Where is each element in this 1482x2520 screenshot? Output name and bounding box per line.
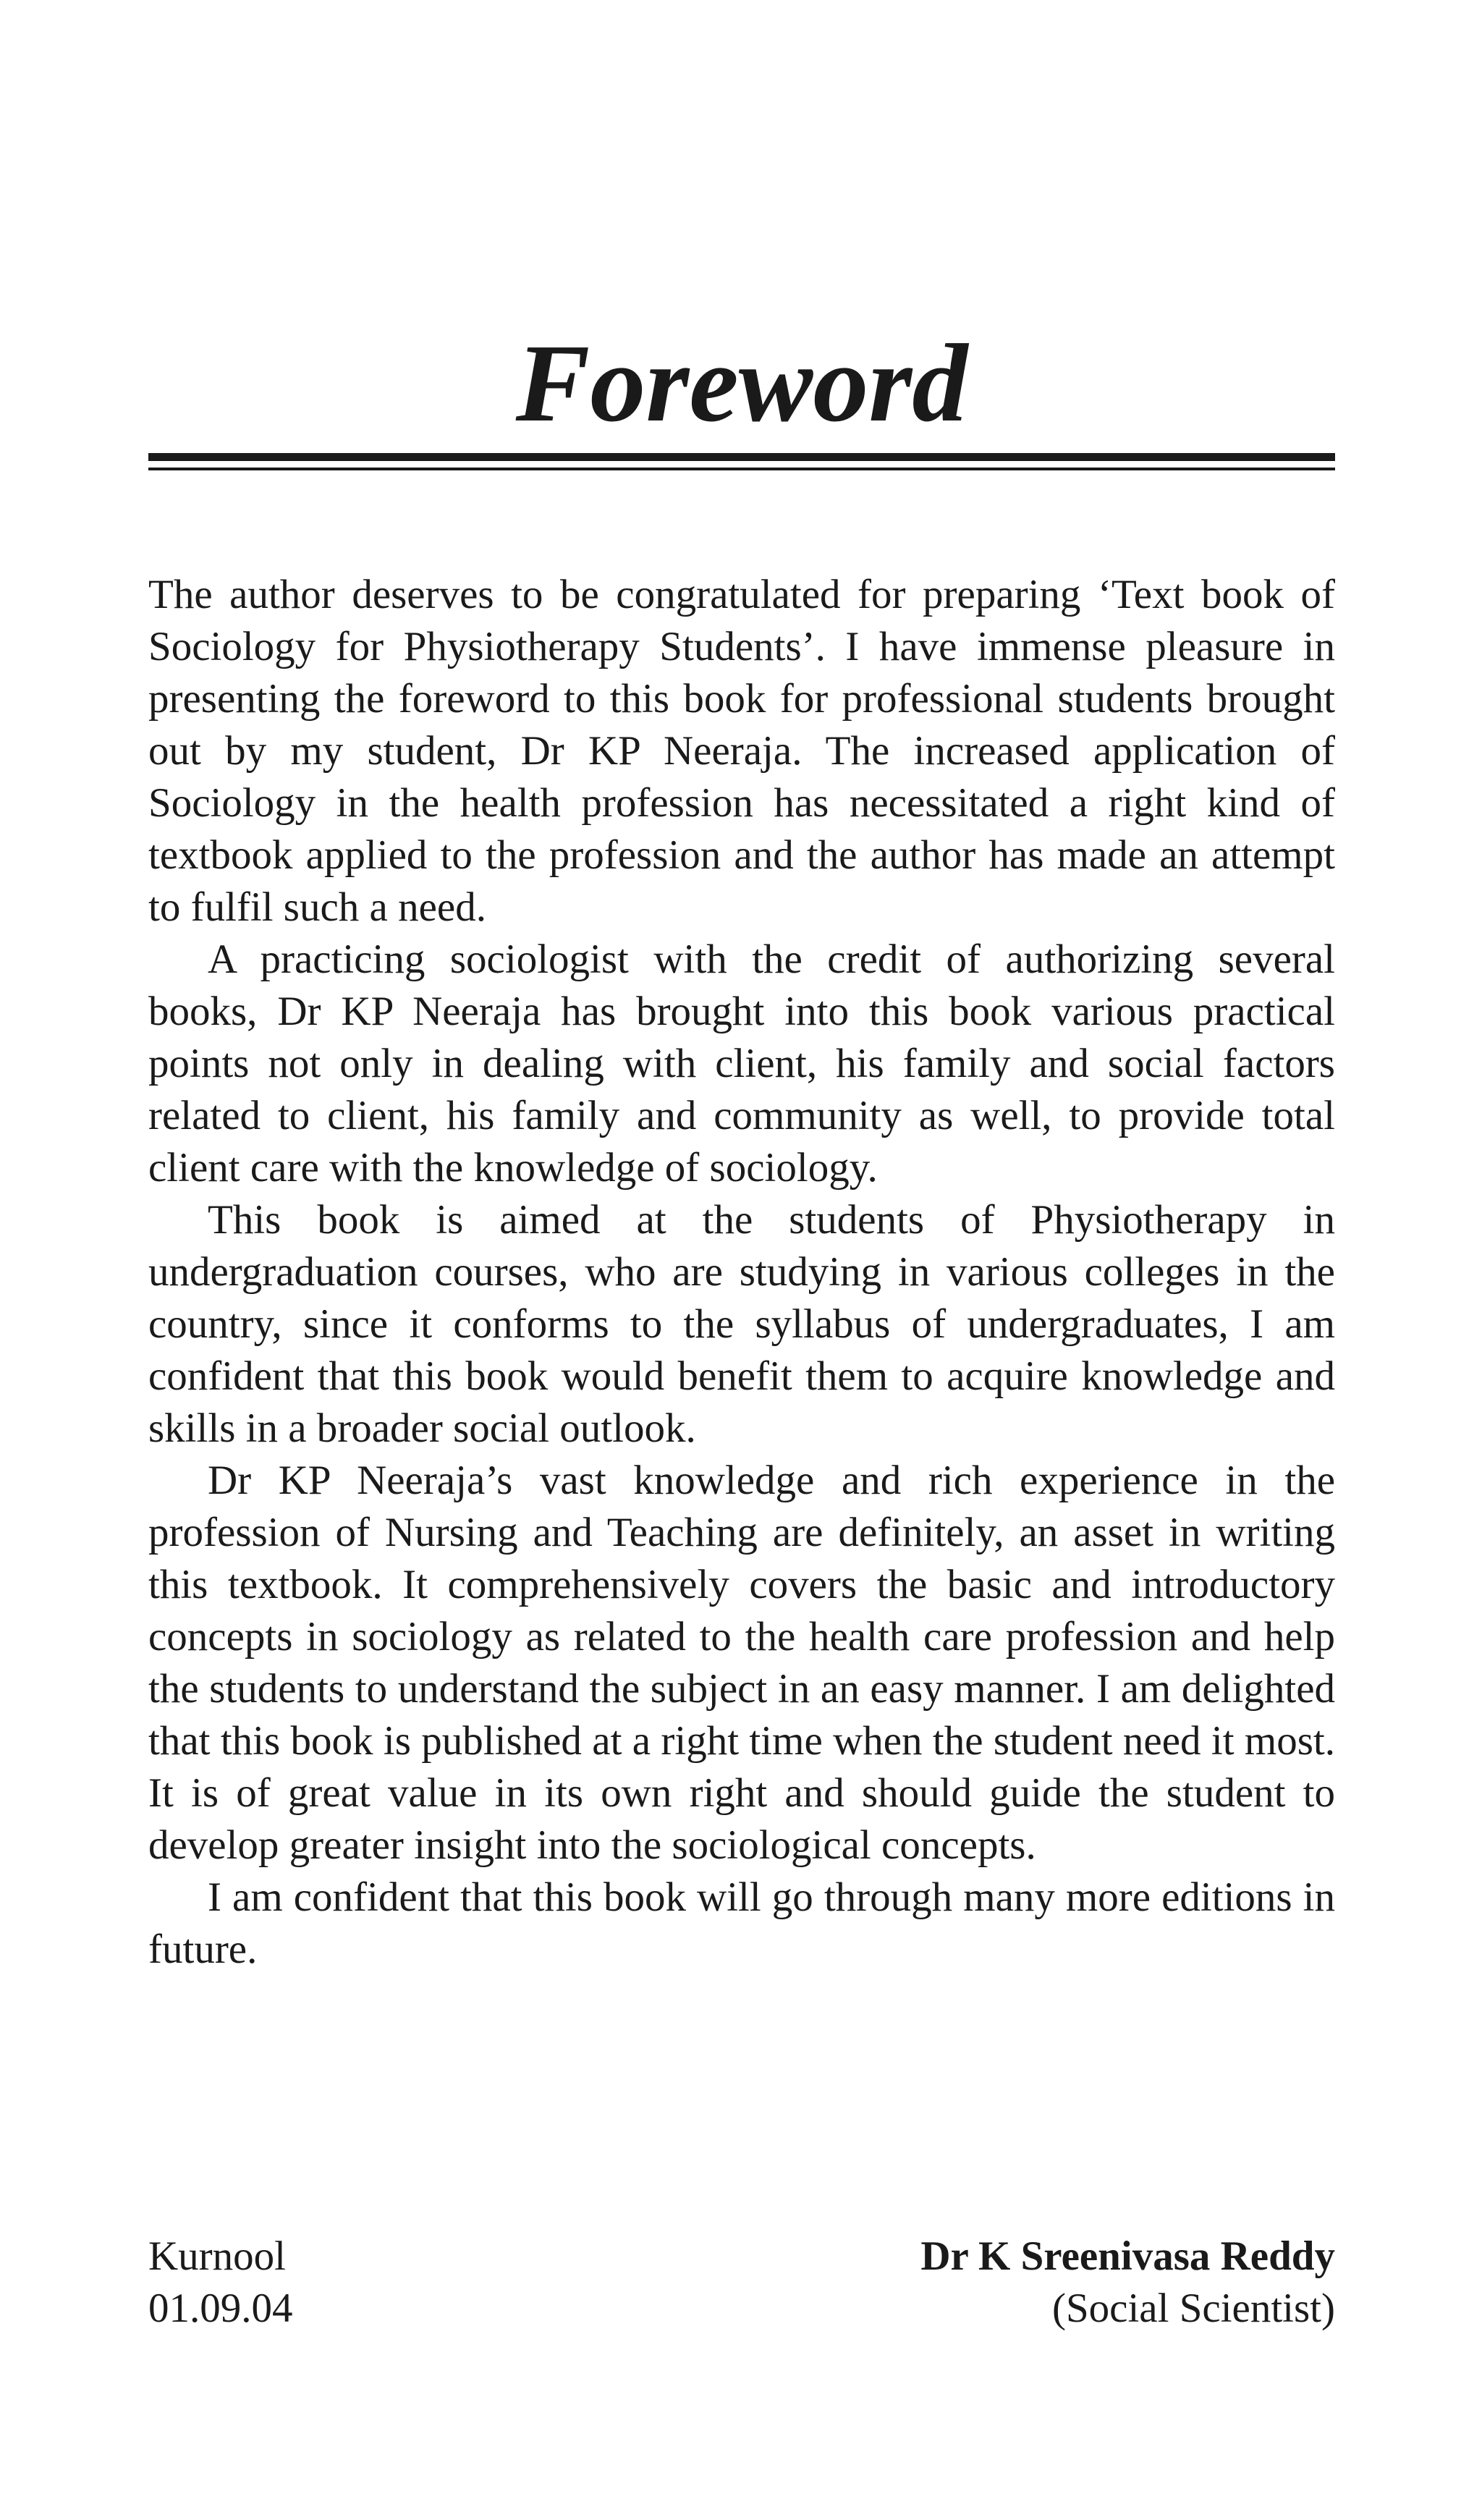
place-date (148, 2231, 293, 2335)
title-rule-thin (148, 468, 1335, 470)
paragraph: A practicing sociologist with the credit of authorizing several books, Dr KP Neeraja has brought into this book various practical points not only in dealing with client, his family and social factors related to client, his family and community as well, to provide total client care with the knowledge of sociology. (148, 936, 1335, 1191)
signature-place: Kurnool (148, 2233, 286, 2279)
paragraph: I am confident that this book will go through many more editions in future. (148, 1874, 1335, 1972)
paragraph: Dr KP Neeraja’s vast knowledge and rich experience in the profession of Nursing and Teaching are definitely, an asset in writing this textbook. It comprehensively covers the basic and introductory concepts in sociology as related to the health care profession and help the students to understand the subject in an easy manner. I am delighted that this book is published at a right time when the student need it most. It is of great value in its own right and should guide the student to develop greater insight into the sociological concepts. (148, 1458, 1335, 1868)
page-title: Foreword (515, 322, 968, 445)
paragraph: This book is aimed at the students of Physiotherapy in undergraduation courses, who are studying in various colleges in the country, since it conforms to the syllabus of undergraduates, I am confident that this book would benefit them to acquire knowledge and skills in a broader social outlook. (148, 1197, 1335, 1451)
signatory-name: Dr K Sreenivasa Reddy (920, 2233, 1335, 2279)
signature-date: 01.09.04 (148, 2286, 293, 2331)
signatory-role: (Social Scientist) (1051, 2286, 1335, 2331)
paragraph: The author deserves to be congratulated for preparing ‘Text book of Sociology for Physiotherapy Students’. I have immense pleasure in presenting the foreword to this book for professional students brought out by my student, Dr KP Neeraja. The increased application of Sociology in the health profession has necessitated a right kind of textbook applied to the profession and the author has made an attempt to fulfil such a need. (148, 572, 1335, 930)
signatory (920, 2231, 1335, 2335)
page (148, 0, 1335, 2520)
foreword-body (148, 569, 1335, 1976)
title-rule-thick (148, 453, 1335, 461)
